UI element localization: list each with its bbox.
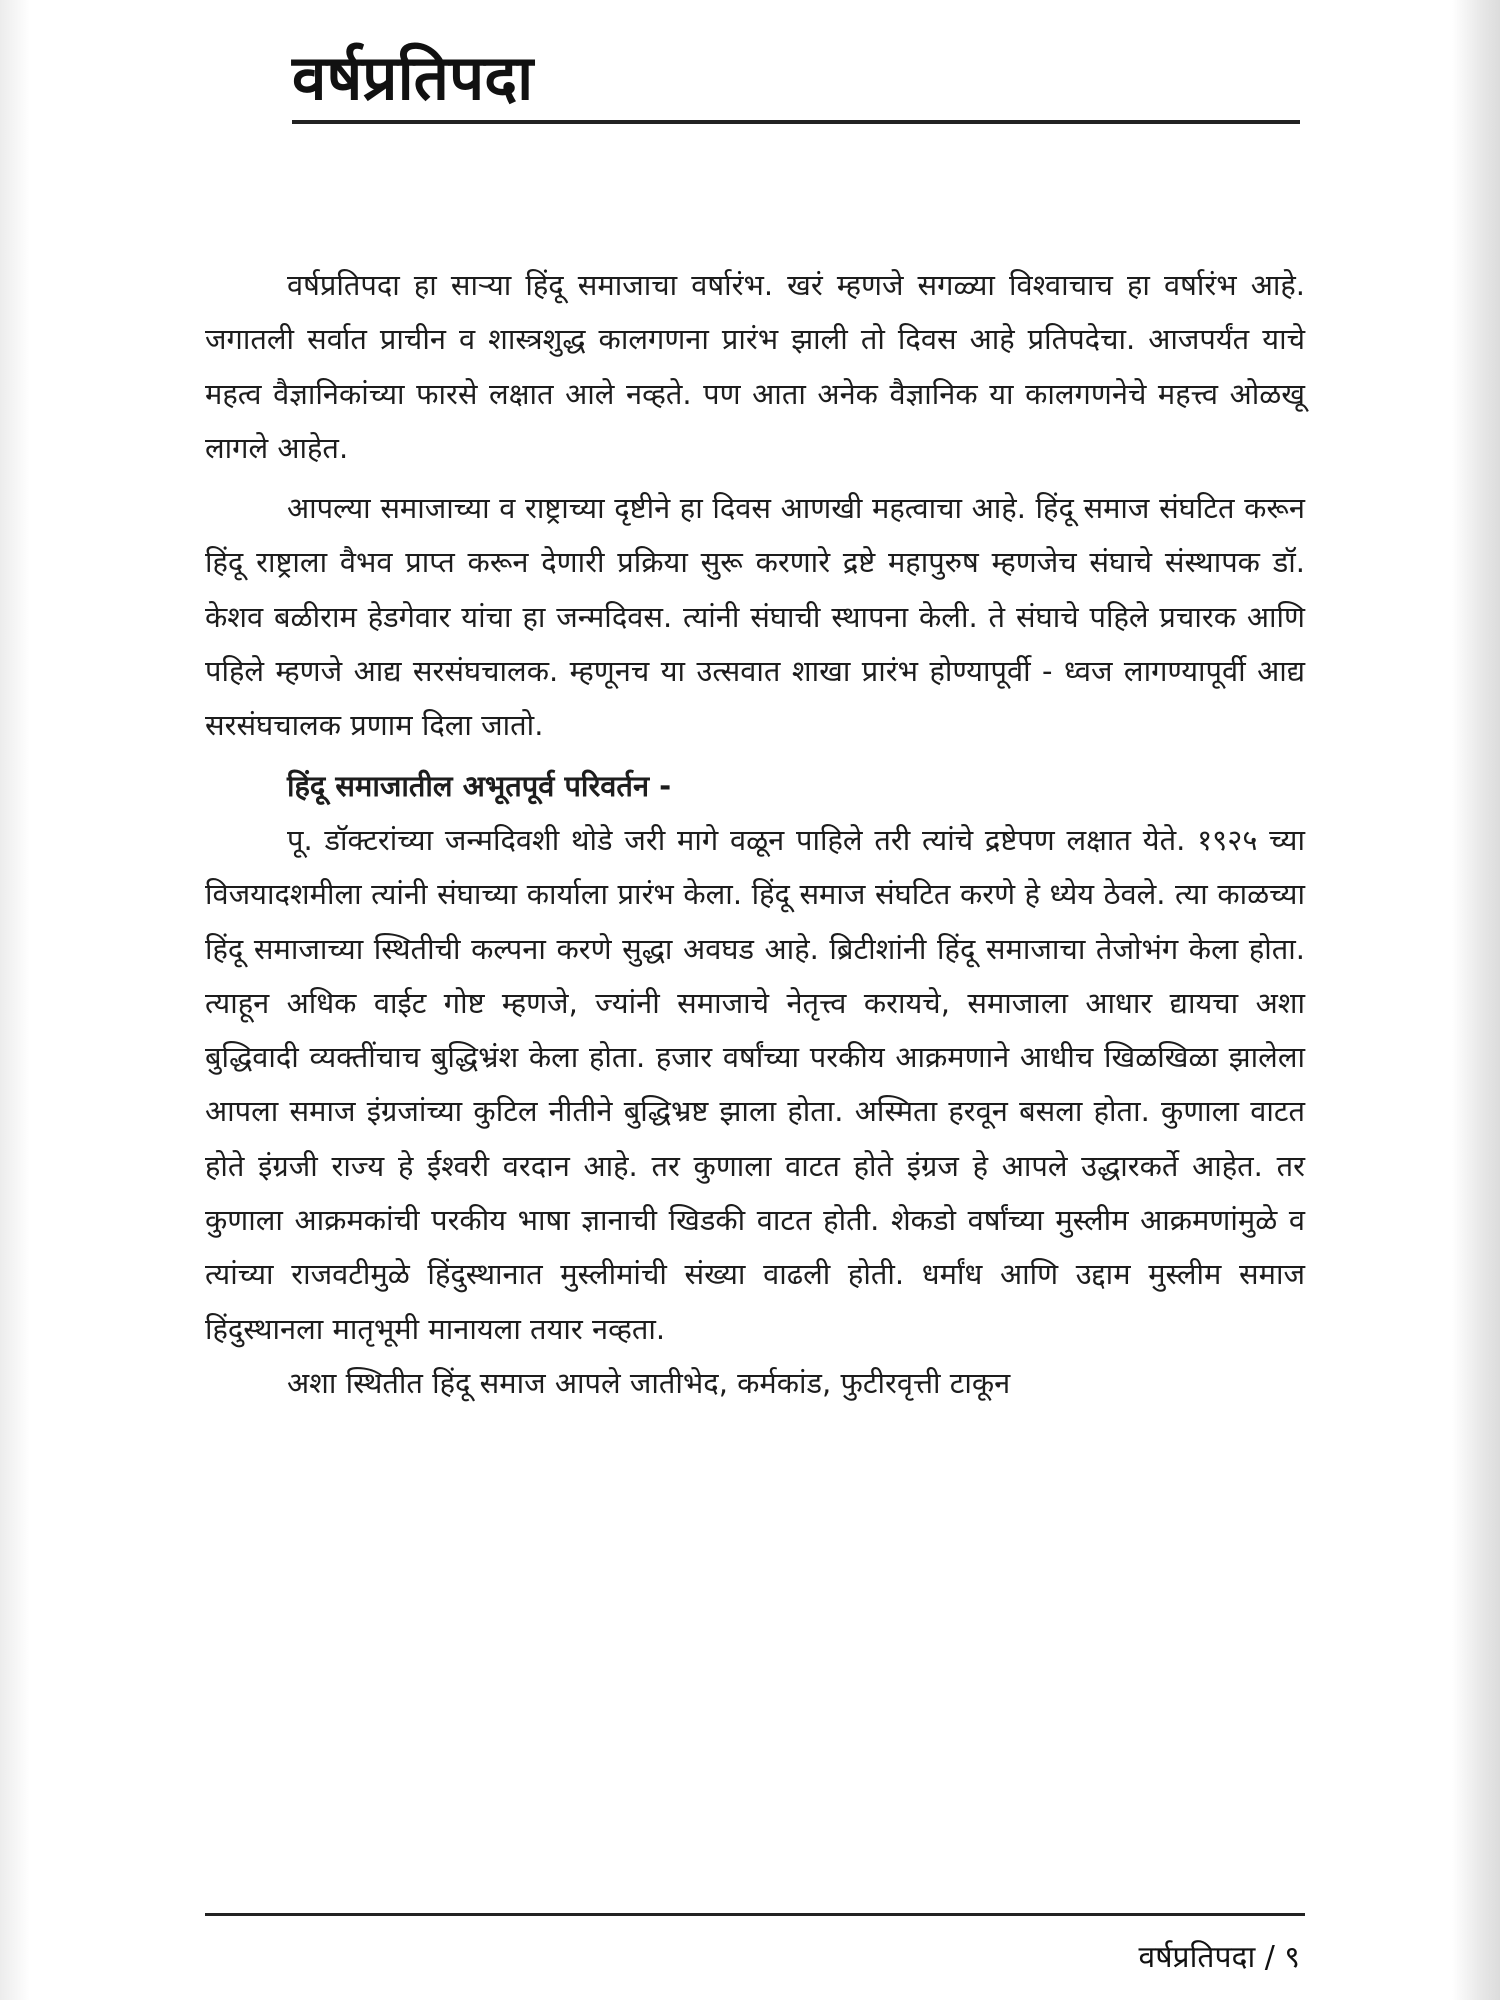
paragraph-4: अशा स्थितीत हिंदू समाज आपले जातीभेद, कर्मकांड, फुटीरवृत्ती टाकून bbox=[287, 1365, 1011, 1400]
paragraph-2: आपल्या समाजाच्या व राष्ट्राच्या दृष्टीने हा दिवस आणखी महत्वाचा आहे. हिंदू समाज संघटित करून हिंदू राष्ट्राला वैभव प्राप्त करून देणारी प्रक्रिया सुरू करणारे द्रष्टे महापुरुष म्हणजेच संघाचे संस्थापक डॉ. केशव बळीराम हेडगेवार यांचा हा जन्मदिवस. त्यांनी संघाची स्थापना केली. ते संघाचे पहिले प्रचारक आणि पहिले म्हणजे आद्य सरसंघचालक. म्हणूनच या उत्सवात शाखा प्रारंभ होण्यापूर्वी - ध्वज लागण्यापूर्वी आद्य सरसंघचालक प्रणाम दिला जातो. bbox=[205, 491, 1305, 743]
footer-running-title: वर्षप्रतिपदा / ९ bbox=[1138, 1940, 1300, 1975]
page-title: वर्षप्रतिपदा bbox=[292, 41, 534, 114]
paragraph-1: वर्षप्रतिपदा हा साऱ्या हिंदू समाजाचा वर्षारंभ. खरं म्हणजे सगळ्या विश्वाचाच हा वर्षारंभ आहे. जगातली सर्वात प्राचीन व शास्त्रशुद्ध कालगणना प्रारंभ झाली तो दिवस आहे प्रतिपदेचा. आजपर्यंत याचे महत्व वैज्ञानिकांच्या फारसे लक्षात आले नव्हते. पण आता अनेक वैज्ञानिक या कालगणनेचे महत्त्व ओळखू लागले आहेत. bbox=[205, 268, 1305, 465]
scan-left-shadow bbox=[0, 0, 30, 2000]
body-text bbox=[205, 258, 1305, 1410]
title-underline bbox=[292, 120, 1300, 124]
section-subheading: हिंदू समाजातील अभूतपूर्व परिवर्तन - bbox=[287, 768, 672, 803]
footer-rule bbox=[205, 1913, 1305, 1916]
scan-right-shadow bbox=[1452, 0, 1500, 2000]
paragraph-3: पू. डॉक्टरांच्या जन्मदिवशी थोडे जरी मागे वळून पाहिले तरी त्यांचे द्रष्टेपण लक्षात येते. १९२५ च्या विजयादशमीला त्यांनी संघाच्या कार्याला प्रारंभ केला. हिंदू समाज संघटित करणे हे ध्येय ठेवले. त्या काळच्या हिंदू समाजाच्या स्थितीची कल्पना करणे सुद्धा अवघड आहे. ब्रिटीशांनी हिंदू समाजाचा तेजोभंग केला होता. त्याहून अधिक वाईट गोष्ट म्हणजे, ज्यांनी समाजाचे नेतृत्त्व करायचे, समाजाला आधार द्यायचा अशा बुद्धिवादी व्यक्तींचाच बुद्धिभ्रंश केला होता. हजार वर्षांच्या परकीय आक्रमणाने आधीच खिळखिळा झालेला आपला समाज इंग्रजांच्या कुटिल नीतीने बुद्धिभ्रष्ट झाला होता. अस्मिता हरवून बसला होता. कुणाला वाटत होते इंग्रजी राज्य हे ईश्वरी वरदान आहे. तर कुणाला वाटत होते इंग्रज हे आपले उद्धारकर्ते आहेत. तर कुणाला आक्रमकांची परकीय भाषा ज्ञानाची खिडकी वाटत होती. शेकडो वर्षांच्या मुस्लीम आक्रमणांमुळे व त्यांच्या राजवटीमुळे हिंदुस्थानात मुस्लीमांची संख्या वाढली होती. धर्मांध आणि उद्दाम मुस्लीम समाज हिंदुस्थानला मातृभूमी मानायला तयार नव्हता. bbox=[205, 822, 1305, 1346]
